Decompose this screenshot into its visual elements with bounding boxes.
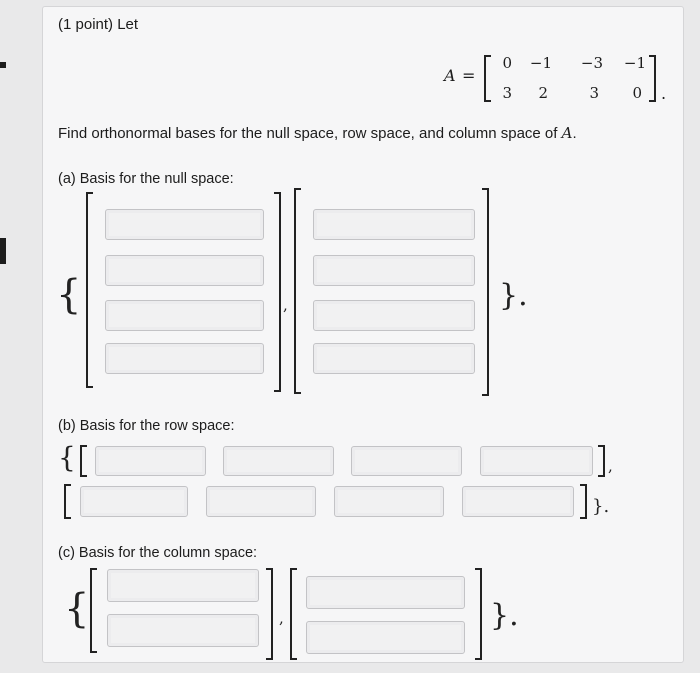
matrix-cell: 3 <box>589 84 599 102</box>
matrix-cell: −1 <box>623 54 646 72</box>
row-space-close: }. <box>592 496 610 517</box>
col-vector2-left-bracket <box>290 568 297 660</box>
null-v2-entry-1[interactable] <box>313 209 475 240</box>
row-space-open-brace: { <box>58 441 76 474</box>
null-v2-entry-1-input[interactable] <box>314 210 474 239</box>
matrix-name: A <box>444 66 456 85</box>
null-v1-entry-2-input[interactable] <box>106 256 263 285</box>
matrix-cell: 0 <box>632 84 642 102</box>
instructions-text: Find orthonormal bases for the null space, row space, and column space of <box>58 125 562 142</box>
row-v1-entry-1-input[interactable] <box>96 447 205 475</box>
col-vector1-right-bracket <box>266 568 273 660</box>
left-edge-marker <box>0 62 6 68</box>
null-vector2-right-bracket <box>482 188 489 396</box>
row-v1-entry-1[interactable] <box>95 446 206 476</box>
row-v2-entry-1-input[interactable] <box>81 487 187 516</box>
col-vector1-left-bracket <box>90 568 97 653</box>
col-v2-entry-2[interactable] <box>306 621 465 654</box>
null-v2-entry-4-input[interactable] <box>314 344 474 373</box>
row-v1-entry-3-input[interactable] <box>352 447 461 475</box>
matrix-cell: −3 <box>580 54 603 72</box>
row-vector2-left-bracket <box>64 484 71 519</box>
row-v1-entry-4-input[interactable] <box>481 447 592 475</box>
row-vector1-left-bracket <box>80 445 87 477</box>
col-v2-entry-1-input[interactable] <box>307 577 464 608</box>
row-vector2-right-bracket <box>580 484 587 519</box>
null-vector2-left-bracket <box>294 188 301 394</box>
row-space-label: (b) Basis for the row space: <box>58 418 235 434</box>
row-v2-entry-3-input[interactable] <box>335 487 443 516</box>
null-space-close: }. <box>499 278 528 313</box>
null-v1-entry-1[interactable] <box>105 209 264 240</box>
matrix-right-bracket <box>649 55 656 102</box>
null-v2-entry-3[interactable] <box>313 300 475 331</box>
row-v2-entry-1[interactable] <box>80 486 188 517</box>
null-v2-entry-2-input[interactable] <box>314 256 474 285</box>
null-v2-entry-2[interactable] <box>313 255 475 286</box>
null-v1-entry-3[interactable] <box>105 300 264 331</box>
column-space-separator: , <box>279 609 284 627</box>
col-v2-entry-1[interactable] <box>306 576 465 609</box>
col-v1-entry-2[interactable] <box>107 614 259 647</box>
problem-title: (1 point) Let <box>58 16 139 33</box>
row-v2-entry-4[interactable] <box>462 486 574 517</box>
row-vector1-right-bracket <box>598 445 605 477</box>
null-vector1-right-bracket <box>274 192 281 392</box>
col-vector2-right-bracket <box>475 568 482 660</box>
matrix-cell: 0 <box>502 54 512 72</box>
matrix-period: . <box>661 84 667 103</box>
null-v1-entry-4[interactable] <box>105 343 264 374</box>
null-v1-entry-3-input[interactable] <box>106 301 263 330</box>
null-v1-entry-1-input[interactable] <box>106 210 263 239</box>
matrix-cell: −1 <box>529 54 552 72</box>
null-v2-entry-3-input[interactable] <box>314 301 474 330</box>
null-space-label: (a) Basis for the null space: <box>58 171 234 187</box>
row-v1-entry-2-input[interactable] <box>224 447 333 475</box>
row-v2-entry-3[interactable] <box>334 486 444 517</box>
col-v2-entry-2-input[interactable] <box>307 622 464 653</box>
matrix-cell: 2 <box>538 84 548 102</box>
instructions-end: . <box>572 125 577 142</box>
row-v1-entry-2[interactable] <box>223 446 334 476</box>
null-v1-entry-4-input[interactable] <box>106 344 263 373</box>
null-vector1-left-bracket <box>86 192 93 388</box>
column-space-close: }. <box>490 598 519 633</box>
row-v1-entry-4[interactable] <box>480 446 593 476</box>
left-edge-marker-2 <box>0 238 6 264</box>
col-v1-entry-1-input[interactable] <box>108 570 258 601</box>
equals-sign: = <box>462 66 476 85</box>
row-space-separator: , <box>608 457 613 475</box>
column-space-label: (c) Basis for the column space: <box>58 545 258 561</box>
row-v2-entry-2-input[interactable] <box>207 487 315 516</box>
col-v1-entry-2-input[interactable] <box>108 615 258 646</box>
row-v1-entry-3[interactable] <box>351 446 462 476</box>
null-space-open-brace: { <box>56 272 82 318</box>
null-space-separator: , <box>283 296 288 314</box>
row-v2-entry-4-input[interactable] <box>463 487 573 516</box>
null-v2-entry-4[interactable] <box>313 343 475 374</box>
instructions-symbol: A <box>561 124 573 142</box>
matrix-cell: 3 <box>502 84 512 102</box>
problem-card <box>42 6 684 663</box>
col-v1-entry-1[interactable] <box>107 569 259 602</box>
instructions <box>58 124 577 142</box>
row-v2-entry-2[interactable] <box>206 486 316 517</box>
null-v1-entry-2[interactable] <box>105 255 264 286</box>
column-space-open-brace: { <box>64 586 90 632</box>
